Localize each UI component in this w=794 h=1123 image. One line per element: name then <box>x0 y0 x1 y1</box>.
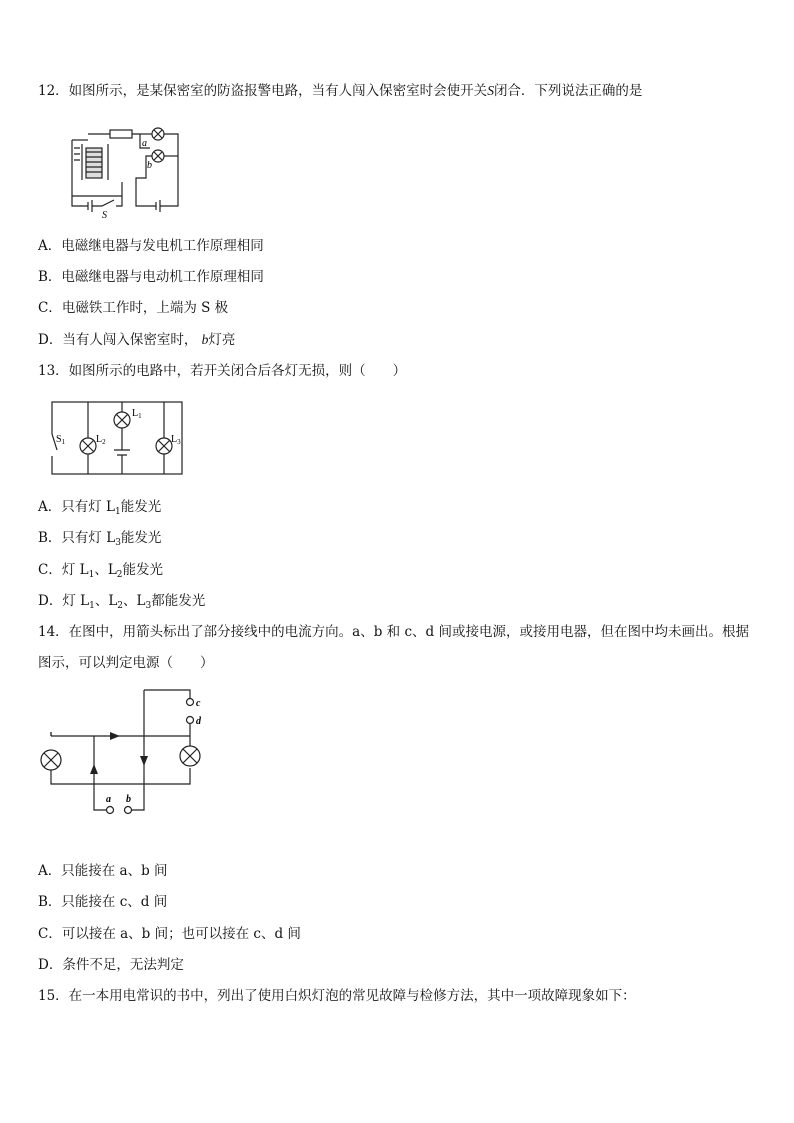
q12-option-c: C．电磁铁工作时，上端为 S 极 <box>38 300 229 316</box>
q12-lamp-a-label: a <box>142 138 147 149</box>
q13-circuit-figure <box>50 400 190 478</box>
q12-stem: 12．如图所示，是某保密室的防盗报警电路，当有人闯入保密室时会使开关S闭合．下列说法正确的是 <box>38 83 643 99</box>
q13-stem: 13．如图所示的电路中，若开关闭合后各灯无损，则（ ） <box>38 363 407 379</box>
q14-terminal-a-label: a <box>106 794 111 805</box>
q14-option-a: A．只能接在 a、b 间 <box>38 863 168 879</box>
q13-option-c: C．灯 $L_1$、$L_2$能发光 <box>38 562 164 580</box>
q13-option-a: A．只有灯 $L_1$能发光 <box>38 499 162 517</box>
q13-l1-label: $L_1$ <box>132 408 142 420</box>
q13-l2-label: $L_2$ <box>96 434 106 446</box>
q14-terminal-b-label: b <box>126 794 131 805</box>
q14-circuit-figure <box>36 688 216 820</box>
q13-l3-label: $L_3$ <box>171 434 181 446</box>
q14-stem-line1: 14．在图中，用箭头标出了部分接线中的电流方向。a、b 和 c、d 间或接电源，或接用电器，但在图中均未画出。根据 <box>38 624 749 640</box>
q13-option-d: D．灯 $L_1$、$L_2$、$L_3$都能发光 <box>38 593 206 611</box>
q12-option-b: B．电磁继电器与电动机工作原理相同 <box>38 269 264 285</box>
q14-option-d: D．条件不足，无法判定 <box>38 957 184 973</box>
q12-option-d: D．当有人闯入保密室时， b灯亮 <box>38 332 236 348</box>
q12-alarm-circuit-figure <box>60 118 190 220</box>
q12-option-a: A．电磁继电器与发电机工作原理相同 <box>38 238 264 254</box>
q14-stem-line2: 图示，可以判定电源（ ） <box>38 655 214 671</box>
q14-terminal-c-label: c <box>196 698 201 709</box>
q12-lamp-b-label: b <box>147 160 152 171</box>
q13-option-b: B．只有灯 $L_3$能发光 <box>38 530 162 548</box>
q14-option-b: B．只能接在 c、d 间 <box>38 894 168 910</box>
q13-s1-label: $S_1$ <box>56 434 66 446</box>
q14-option-c: C．可以接在 a、b 间；也可以接在 c、d 间 <box>38 926 301 942</box>
q14-terminal-d-label: d <box>196 716 201 727</box>
q12-switch-s-label: S <box>102 210 107 221</box>
q15-stem: 15．在一本用电常识的书中，列出了使用白炽灯泡的常见故障与检修方法，其中一项故障现象如下： <box>38 988 636 1004</box>
